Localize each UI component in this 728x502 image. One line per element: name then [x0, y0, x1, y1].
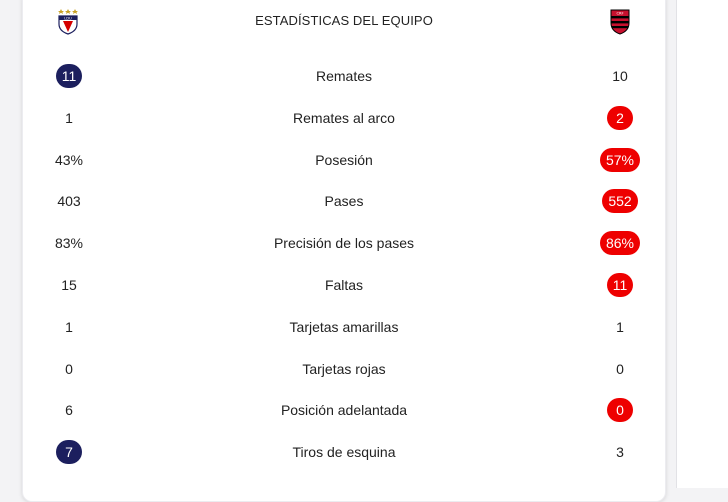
stat-row: [23, 264, 665, 306]
home-value-cell: [39, 431, 99, 473]
away-value-cell: [590, 264, 650, 306]
home-value-cell: [39, 348, 99, 390]
home-stat-value: 7: [56, 440, 82, 464]
stat-row: [23, 55, 665, 97]
away-value-cell: [590, 97, 650, 139]
stat-row: [23, 389, 665, 431]
away-stat-value: 86%: [600, 231, 640, 255]
away-value-cell: [590, 55, 650, 97]
stat-label: Faltas: [324, 277, 364, 293]
home-value-cell: [39, 264, 99, 306]
stat-row: [23, 431, 665, 473]
away-stat-value: 57%: [600, 148, 640, 172]
away-value-cell: [590, 348, 650, 390]
away-value-cell: [590, 389, 650, 431]
home-stat-value: 1: [65, 109, 73, 126]
away-value-cell: [590, 222, 650, 264]
stat-row: [23, 348, 665, 390]
home-stat-value: 1: [65, 318, 73, 335]
home-stat-value: 6: [65, 402, 73, 419]
svg-text:LDU: LDU: [64, 16, 72, 21]
home-stat-value: 403: [57, 193, 81, 210]
home-value-cell: [39, 180, 99, 222]
stat-row: [23, 97, 665, 139]
away-stat-value: 11: [607, 273, 634, 297]
right-panel-edge: [676, 0, 728, 488]
away-stat-value: 2: [607, 106, 633, 130]
home-stat-value: 11: [56, 64, 83, 88]
stat-label: Posesión: [315, 151, 373, 168]
away-value-cell: [590, 431, 650, 473]
away-stat-value: 0: [607, 398, 633, 422]
away-value-cell: [590, 306, 650, 348]
away-stat-value: 1: [616, 318, 624, 335]
stat-label: Remates al arco: [293, 109, 395, 126]
team-stats-card: [22, 0, 666, 502]
home-value-cell: [39, 55, 99, 97]
stat-label: Remates: [315, 68, 373, 84]
stat-row: [23, 222, 665, 264]
home-stat-value: 83%: [54, 235, 84, 252]
away-stat-value: 3: [616, 444, 624, 461]
home-value-cell: [39, 139, 99, 181]
stats-title: ESTADÍSTICAS DEL EQUIPO: [255, 13, 433, 28]
stat-row: [23, 306, 665, 348]
home-value-cell: [39, 389, 99, 431]
stat-label: Pases: [324, 193, 364, 210]
flamengo-crest-icon: [609, 7, 631, 35]
home-value-cell: [39, 306, 99, 348]
stat-label: Tiros de esquina: [292, 444, 396, 461]
home-value-cell: [39, 222, 99, 264]
away-stat-value: 0: [616, 360, 624, 377]
stat-label: Tarjetas amarillas: [289, 318, 399, 335]
svg-text:CRF: CRF: [616, 11, 624, 16]
stat-row: [23, 139, 665, 181]
away-stat-value: 552: [602, 189, 637, 213]
home-stat-value: 15: [61, 277, 77, 293]
stat-row: [23, 180, 665, 222]
stat-label: Tarjetas rojas: [302, 360, 386, 377]
away-stat-value: 10: [612, 68, 628, 84]
away-value-cell: [590, 180, 650, 222]
home-stat-value: 0: [65, 360, 73, 377]
stat-label: Precisión de los pases: [273, 235, 415, 252]
home-stat-value: 43%: [54, 151, 84, 168]
home-value-cell: [39, 97, 99, 139]
away-value-cell: [590, 139, 650, 181]
stats-header: [23, 1, 665, 43]
stat-label: Posición adelantada: [280, 402, 408, 419]
